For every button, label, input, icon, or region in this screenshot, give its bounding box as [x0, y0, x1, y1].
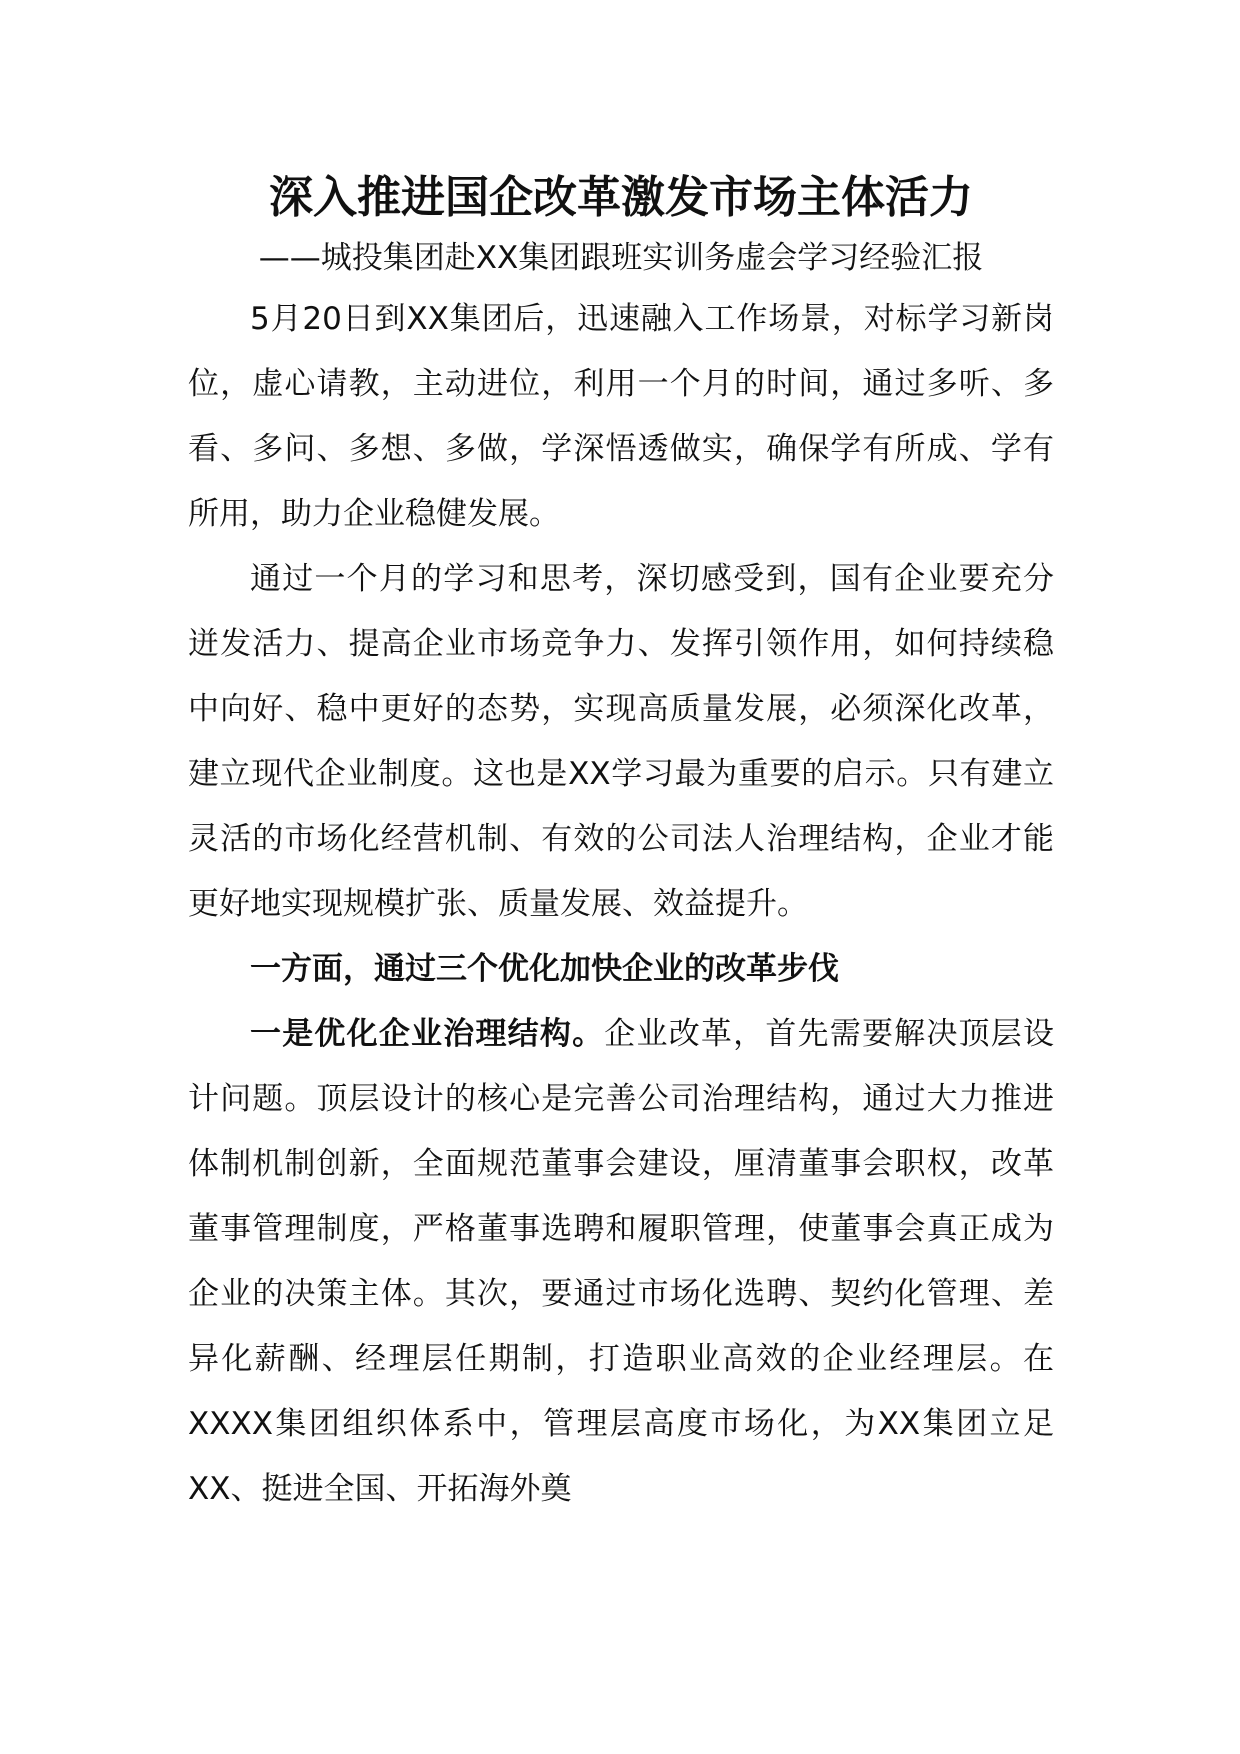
paragraph-3: [188, 1002, 1054, 1522]
paragraph-3-body: 企业改革，首先需要解决顶层设计问题。顶层设计的核心是完善公司治理结构，通过大力推进体制机制创新，全面规范董事会建设，厘清董事会职权，改革董事管理制度，严格董事选聘和履职管理，使董事会真正成为企业的决策主体。其次，要通过市场化选聘、契约化管理、差异化薪酬、经理层任期制，打造职业高效的企业经理层。在XXXX集团组织体系中，管理层高度市场化，为XX集团立足XX、挺进全国、开拓海外奠: [188, 1016, 1055, 1507]
paragraph-1: 5月20日到XX集团后，迅速融入工作场景，对标学习新岗位，虚心请教，主动进位，利用一个月的时间，通过多听、多看、多问、多想、多做，学深悟透做实，确保学有所成、学有所用，助力企业稳健发展。: [188, 301, 1054, 532]
paragraph-2: 通过一个月的学习和思考，深切感受到，国有企业要充分迸发活力、提高企业市场竞争力、发挥引领作用，如何持续稳中向好、稳中更好的态势，实现高质量发展，必须深化改革，建立现代企业制度。这也是XX学习最为重要的启示。只有建立灵活的市场化经营机制、有效的公司法人治理结构，企业才能更好地实现规模扩张、质量发展、效益提升。: [188, 561, 1054, 922]
document-page: [188, 165, 1054, 1522]
document-subtitle: ——城投集团赴XX集团跟班实训务虚会学习经验汇报: [258, 240, 984, 276]
document-title: 深入推进国企改革激发市场主体活力: [269, 172, 973, 223]
paragraph-3-lead: 一是优化企业治理结构。: [250, 1016, 605, 1052]
section-heading-1: 一方面，通过三个优化加快企业的改革步伐: [250, 951, 839, 987]
